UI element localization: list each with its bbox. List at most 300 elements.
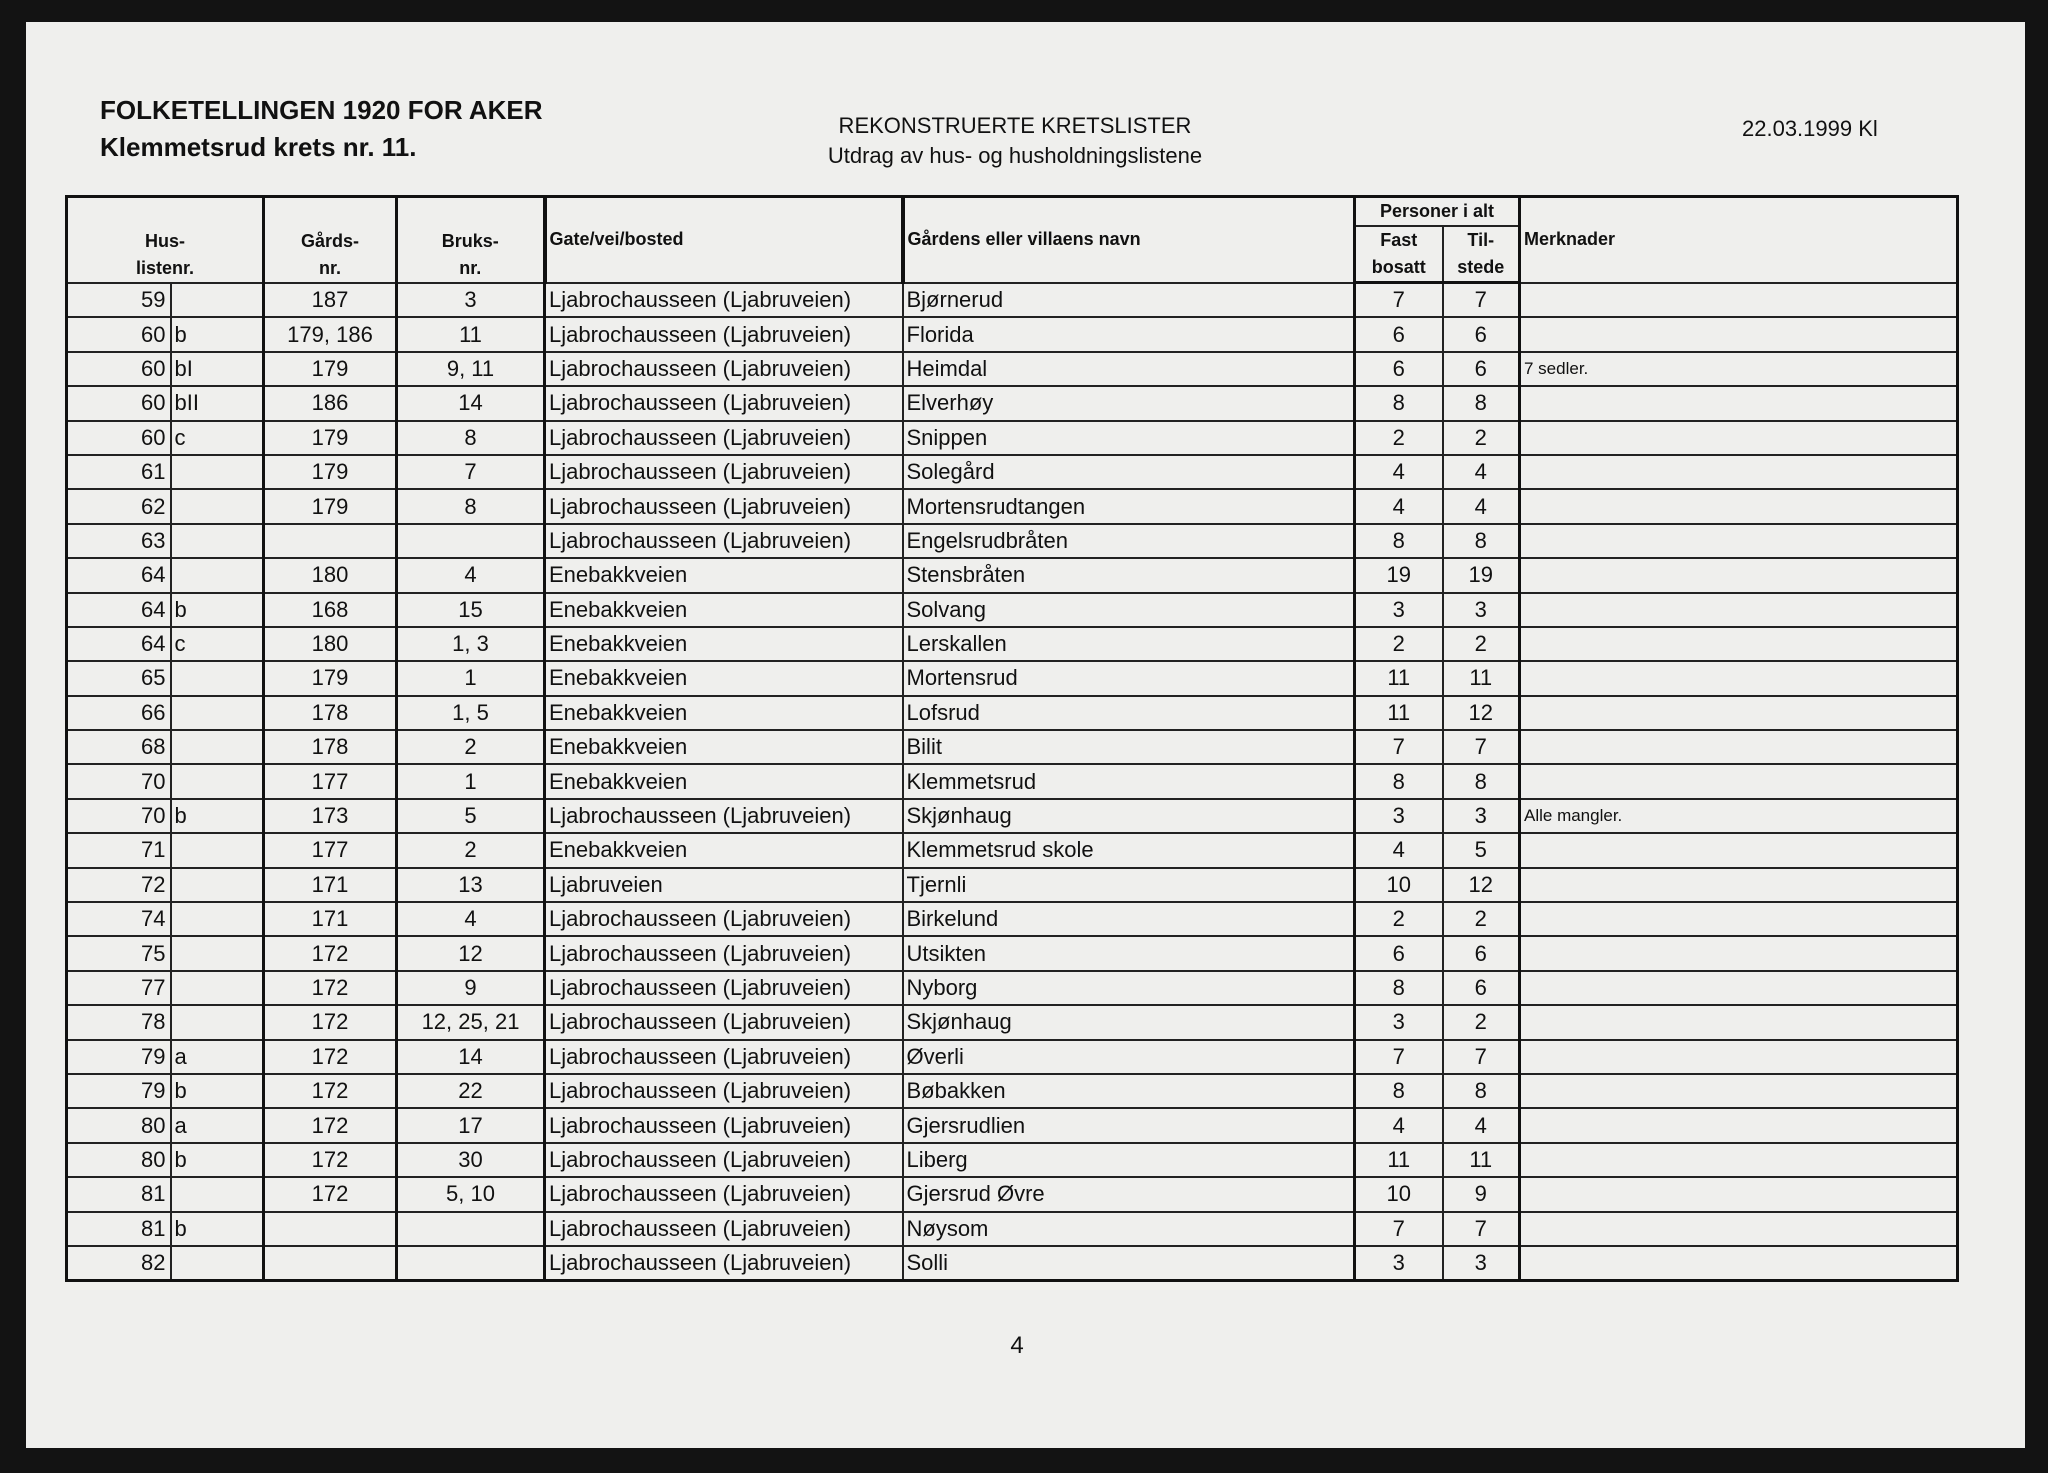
cell-tilstede: 8 [1443, 524, 1520, 558]
cell-huslistenr: 80 [67, 1108, 171, 1142]
cell-fast-bosatt: 11 [1355, 661, 1443, 695]
cell-bruks-nr [397, 1246, 545, 1281]
cell-suffix: b [171, 799, 264, 833]
cell-navn: Gjersrud Øvre [903, 1177, 1355, 1211]
cell-gate: Ljabrochausseen (Ljabruveien) [545, 1212, 903, 1246]
cell-suffix: b [171, 317, 264, 351]
cell-huslistenr: 65 [67, 661, 171, 695]
cell-suffix: c [171, 421, 264, 455]
cell-suffix [171, 489, 264, 523]
cell-tilstede: 2 [1443, 902, 1520, 936]
table-row [67, 627, 1958, 661]
cell-merknader [1520, 1177, 1958, 1211]
cell-gards-nr: 179 [264, 489, 397, 523]
cell-bruks-nr: 1, 3 [397, 627, 545, 661]
cell-navn: Nøysom [903, 1212, 1355, 1246]
cell-merknader [1520, 283, 1958, 318]
cell-fast-bosatt: 8 [1355, 971, 1443, 1005]
col-header-gate: Gate/vei/bosted [545, 197, 903, 283]
cell-fast-bosatt: 8 [1355, 764, 1443, 798]
cell-navn: Lofsrud [903, 696, 1355, 730]
cell-gards-nr: 172 [264, 1005, 397, 1039]
cell-suffix [171, 696, 264, 730]
table-row [67, 902, 1958, 936]
cell-navn: Bilit [903, 730, 1355, 764]
cell-bruks-nr: 15 [397, 593, 545, 627]
table-row [67, 1212, 1958, 1246]
cell-gards-nr: 172 [264, 1143, 397, 1177]
table-row [67, 1246, 1958, 1281]
cell-tilstede: 2 [1443, 627, 1520, 661]
cell-gards-nr: 179 [264, 661, 397, 695]
cell-navn: Bjørnerud [903, 283, 1355, 318]
cell-suffix: b [171, 1212, 264, 1246]
table-row [67, 455, 1958, 489]
cell-fast-bosatt: 8 [1355, 524, 1443, 558]
cell-navn: Elverhøy [903, 386, 1355, 420]
cell-huslistenr: 60 [67, 386, 171, 420]
cell-huslistenr: 62 [67, 489, 171, 523]
cell-merknader [1520, 1074, 1958, 1108]
cell-merknader [1520, 386, 1958, 420]
cell-merknader [1520, 833, 1958, 867]
cell-huslistenr: 81 [67, 1212, 171, 1246]
col-header-bruks-nr: Bruks- nr. [397, 197, 545, 283]
table-row [67, 661, 1958, 695]
cell-huslistenr: 60 [67, 317, 171, 351]
cell-bruks-nr: 11 [397, 317, 545, 351]
col-header-huslistenr: Hus- listenr. [67, 197, 264, 283]
cell-tilstede: 6 [1443, 317, 1520, 351]
cell-gate: Enebakkveien [545, 661, 903, 695]
cell-gards-nr: 178 [264, 730, 397, 764]
cell-merknader [1520, 971, 1958, 1005]
cell-navn: Liberg [903, 1143, 1355, 1177]
cell-navn: Solvang [903, 593, 1355, 627]
table-row [67, 1074, 1958, 1108]
table-row [67, 317, 1958, 351]
section-heading: REKONSTRUERTE KRETSLISTER [838, 113, 1192, 138]
cell-tilstede: 6 [1443, 936, 1520, 970]
table-row [67, 1040, 1958, 1074]
cell-merknader [1520, 627, 1958, 661]
cell-fast-bosatt: 10 [1355, 1177, 1443, 1211]
cell-merknader [1520, 1005, 1958, 1039]
cell-huslistenr: 74 [67, 902, 171, 936]
cell-bruks-nr: 13 [397, 868, 545, 902]
cell-huslistenr: 70 [67, 764, 171, 798]
cell-gate: Ljabrochausseen (Ljabruveien) [545, 421, 903, 455]
cell-navn: Skjønhaug [903, 799, 1355, 833]
cell-tilstede: 8 [1443, 386, 1520, 420]
table-row [67, 386, 1958, 420]
cell-merknader [1520, 455, 1958, 489]
cell-bruks-nr [397, 1212, 545, 1246]
cell-fast-bosatt: 4 [1355, 833, 1443, 867]
cell-tilstede: 11 [1443, 1143, 1520, 1177]
cell-navn: Engelsrudbråten [903, 524, 1355, 558]
cell-fast-bosatt: 7 [1355, 1212, 1443, 1246]
cell-huslistenr: 75 [67, 936, 171, 970]
cell-bruks-nr: 8 [397, 421, 545, 455]
cell-huslistenr: 78 [67, 1005, 171, 1039]
cell-merknader [1520, 1143, 1958, 1177]
table-row [67, 352, 1958, 386]
cell-suffix [171, 1246, 264, 1281]
cell-gards-nr: 173 [264, 799, 397, 833]
cell-merknader [1520, 902, 1958, 936]
cell-navn: Lerskallen [903, 627, 1355, 661]
cell-huslistenr: 63 [67, 524, 171, 558]
cell-huslistenr: 79 [67, 1040, 171, 1074]
cell-gards-nr: 187 [264, 283, 397, 318]
cell-gards-nr: 168 [264, 593, 397, 627]
cell-fast-bosatt: 8 [1355, 386, 1443, 420]
cell-bruks-nr: 2 [397, 833, 545, 867]
cell-bruks-nr: 8 [397, 489, 545, 523]
cell-merknader [1520, 936, 1958, 970]
cell-fast-bosatt: 6 [1355, 352, 1443, 386]
cell-fast-bosatt: 2 [1355, 627, 1443, 661]
cell-suffix [171, 1177, 264, 1211]
cell-suffix [171, 730, 264, 764]
table-row [67, 283, 1958, 318]
table-row [67, 1005, 1958, 1039]
col-header-fast-bosatt: Fast bosatt [1355, 226, 1443, 283]
cell-navn: Stensbråten [903, 558, 1355, 592]
cell-gate: Ljabrochausseen (Ljabruveien) [545, 386, 903, 420]
cell-tilstede: 4 [1443, 1108, 1520, 1142]
section-subheading: Utdrag av hus- og husholdningslistene [827, 143, 1203, 168]
cell-huslistenr: 64 [67, 627, 171, 661]
cell-gards-nr: 171 [264, 902, 397, 936]
cell-tilstede: 3 [1443, 593, 1520, 627]
cell-gate: Enebakkveien [545, 730, 903, 764]
cell-suffix [171, 1005, 264, 1039]
cell-huslistenr: 81 [67, 1177, 171, 1211]
cell-bruks-nr: 2 [397, 730, 545, 764]
cell-suffix [171, 833, 264, 867]
cell-gards-nr: 172 [264, 936, 397, 970]
page-number: 4 [1010, 1332, 1024, 1359]
cell-huslistenr: 77 [67, 971, 171, 1005]
cell-huslistenr: 68 [67, 730, 171, 764]
cell-huslistenr: 60 [67, 421, 171, 455]
cell-suffix: b [171, 593, 264, 627]
cell-gate: Ljabrochausseen (Ljabruveien) [545, 524, 903, 558]
cell-gate: Ljabruveien [545, 868, 903, 902]
cell-gards-nr: 172 [264, 1040, 397, 1074]
cell-navn: Snippen [903, 421, 1355, 455]
cell-tilstede: 6 [1443, 352, 1520, 386]
table-row [67, 593, 1958, 627]
cell-fast-bosatt: 8 [1355, 1074, 1443, 1108]
cell-suffix [171, 971, 264, 1005]
cell-gards-nr: 172 [264, 1177, 397, 1211]
cell-fast-bosatt: 10 [1355, 868, 1443, 902]
cell-suffix [171, 936, 264, 970]
cell-suffix: b [171, 1074, 264, 1108]
cell-suffix [171, 524, 264, 558]
cell-navn: Bøbakken [903, 1074, 1355, 1108]
col-header-merknader: Merknader [1520, 197, 1958, 283]
table-row [67, 799, 1958, 833]
cell-gards-nr: 186 [264, 386, 397, 420]
cell-fast-bosatt: 3 [1355, 1005, 1443, 1039]
cell-gards-nr [264, 1246, 397, 1281]
table-row [67, 730, 1958, 764]
table-row [67, 489, 1958, 523]
col-header-navn: Gårdens eller villaens navn [903, 197, 1355, 283]
cell-fast-bosatt: 6 [1355, 936, 1443, 970]
cell-tilstede: 19 [1443, 558, 1520, 592]
cell-gards-nr: 172 [264, 971, 397, 1005]
cell-tilstede: 9 [1443, 1177, 1520, 1211]
cell-suffix [171, 558, 264, 592]
census-table-body [67, 283, 1958, 1281]
cell-bruks-nr: 12 [397, 936, 545, 970]
cell-huslistenr: 61 [67, 455, 171, 489]
cell-gate: Ljabrochausseen (Ljabruveien) [545, 971, 903, 1005]
cell-tilstede: 2 [1443, 1005, 1520, 1039]
cell-gards-nr [264, 1212, 397, 1246]
cell-fast-bosatt: 11 [1355, 696, 1443, 730]
cell-fast-bosatt: 11 [1355, 1143, 1443, 1177]
cell-suffix [171, 455, 264, 489]
cell-gate: Ljabrochausseen (Ljabruveien) [545, 455, 903, 489]
cell-gate: Enebakkveien [545, 627, 903, 661]
cell-gards-nr: 177 [264, 764, 397, 798]
cell-bruks-nr: 14 [397, 386, 545, 420]
cell-tilstede: 7 [1443, 283, 1520, 318]
cell-suffix: bII [171, 386, 264, 420]
cell-suffix: b [171, 1143, 264, 1177]
cell-tilstede: 12 [1443, 696, 1520, 730]
cell-suffix: a [171, 1040, 264, 1074]
cell-tilstede: 7 [1443, 1212, 1520, 1246]
cell-merknader [1520, 730, 1958, 764]
cell-bruks-nr: 9, 11 [397, 352, 545, 386]
cell-navn: Gjersrudlien [903, 1108, 1355, 1142]
cell-gate: Ljabrochausseen (Ljabruveien) [545, 283, 903, 318]
cell-bruks-nr: 1 [397, 661, 545, 695]
cell-suffix [171, 764, 264, 798]
cell-gards-nr: 180 [264, 558, 397, 592]
cell-merknader [1520, 1108, 1958, 1142]
cell-gate: Ljabrochausseen (Ljabruveien) [545, 1040, 903, 1074]
cell-navn: Utsikten [903, 936, 1355, 970]
table-row [67, 1143, 1958, 1177]
table-row [67, 524, 1958, 558]
cell-tilstede: 12 [1443, 868, 1520, 902]
table-row [67, 696, 1958, 730]
cell-suffix [171, 283, 264, 318]
cell-fast-bosatt: 7 [1355, 283, 1443, 318]
table-row [67, 971, 1958, 1005]
cell-merknader [1520, 868, 1958, 902]
cell-huslistenr: 64 [67, 558, 171, 592]
cell-fast-bosatt: 19 [1355, 558, 1443, 592]
cell-fast-bosatt: 7 [1355, 1040, 1443, 1074]
cell-fast-bosatt: 6 [1355, 317, 1443, 351]
cell-tilstede: 4 [1443, 455, 1520, 489]
cell-huslistenr: 71 [67, 833, 171, 867]
cell-navn: Klemmetsrud skole [903, 833, 1355, 867]
cell-gards-nr: 180 [264, 627, 397, 661]
cell-gate: Enebakkveien [545, 696, 903, 730]
cell-fast-bosatt: 3 [1355, 799, 1443, 833]
cell-bruks-nr: 4 [397, 902, 545, 936]
cell-suffix [171, 868, 264, 902]
cell-navn: Øverli [903, 1040, 1355, 1074]
cell-merknader [1520, 524, 1958, 558]
table-row [67, 1108, 1958, 1142]
cell-gards-nr: 178 [264, 696, 397, 730]
cell-tilstede: 7 [1443, 730, 1520, 764]
cell-fast-bosatt: 2 [1355, 421, 1443, 455]
cell-gate: Ljabrochausseen (Ljabruveien) [545, 1143, 903, 1177]
cell-gards-nr: 171 [264, 868, 397, 902]
cell-suffix: c [171, 627, 264, 661]
cell-merknader [1520, 1040, 1958, 1074]
cell-bruks-nr: 4 [397, 558, 545, 592]
cell-bruks-nr: 22 [397, 1074, 545, 1108]
cell-navn: Klemmetsrud [903, 764, 1355, 798]
cell-gate: Ljabrochausseen (Ljabruveien) [545, 1005, 903, 1039]
cell-gate: Enebakkveien [545, 558, 903, 592]
cell-navn: Solli [903, 1246, 1355, 1281]
cell-tilstede: 6 [1443, 971, 1520, 1005]
col-header-gards-nr: Gårds- nr. [264, 197, 397, 283]
cell-gate: Ljabrochausseen (Ljabruveien) [545, 352, 903, 386]
cell-merknader [1520, 1212, 1958, 1246]
cell-merknader [1520, 558, 1958, 592]
cell-fast-bosatt: 4 [1355, 455, 1443, 489]
cell-gate: Ljabrochausseen (Ljabruveien) [545, 902, 903, 936]
cell-fast-bosatt: 4 [1355, 489, 1443, 523]
cell-huslistenr: 70 [67, 799, 171, 833]
cell-huslistenr: 72 [67, 868, 171, 902]
table-row [67, 936, 1958, 970]
cell-merknader [1520, 421, 1958, 455]
table-row [67, 421, 1958, 455]
cell-huslistenr: 60 [67, 352, 171, 386]
cell-navn: Solegård [903, 455, 1355, 489]
col-header-personer: Personer i alt [1355, 197, 1520, 227]
cell-suffix: a [171, 1108, 264, 1142]
cell-suffix [171, 902, 264, 936]
cell-bruks-nr: 9 [397, 971, 545, 1005]
cell-tilstede: 5 [1443, 833, 1520, 867]
cell-bruks-nr: 30 [397, 1143, 545, 1177]
cell-huslistenr: 64 [67, 593, 171, 627]
cell-tilstede: 8 [1443, 1074, 1520, 1108]
cell-bruks-nr: 17 [397, 1108, 545, 1142]
cell-bruks-nr: 5, 10 [397, 1177, 545, 1211]
cell-gards-nr: 172 [264, 1074, 397, 1108]
table-row [67, 558, 1958, 592]
cell-fast-bosatt: 3 [1355, 593, 1443, 627]
cell-gards-nr: 179 [264, 455, 397, 489]
table-row [67, 868, 1958, 902]
cell-gate: Ljabrochausseen (Ljabruveien) [545, 1246, 903, 1281]
cell-tilstede: 4 [1443, 489, 1520, 523]
document-title: FOLKETELLINGEN 1920 FOR AKER [100, 95, 543, 125]
cell-bruks-nr: 12, 25, 21 [397, 1005, 545, 1039]
cell-merknader: Alle mangler. [1520, 799, 1958, 833]
cell-gate: Enebakkveien [545, 833, 903, 867]
cell-navn: Nyborg [903, 971, 1355, 1005]
cell-tilstede: 3 [1443, 1246, 1520, 1281]
cell-gate: Ljabrochausseen (Ljabruveien) [545, 799, 903, 833]
cell-bruks-nr: 1, 5 [397, 696, 545, 730]
census-table [65, 195, 1959, 1282]
cell-fast-bosatt: 2 [1355, 902, 1443, 936]
cell-merknader [1520, 1246, 1958, 1281]
cell-navn: Heimdal [903, 352, 1355, 386]
cell-merknader [1520, 661, 1958, 695]
cell-tilstede: 7 [1443, 1040, 1520, 1074]
cell-navn: Skjønhaug [903, 1005, 1355, 1039]
cell-gards-nr: 172 [264, 1108, 397, 1142]
cell-gate: Ljabrochausseen (Ljabruveien) [545, 1108, 903, 1142]
cell-huslistenr: 79 [67, 1074, 171, 1108]
cell-tilstede: 11 [1443, 661, 1520, 695]
col-header-tilstede: Til- stede [1443, 226, 1520, 283]
cell-merknader [1520, 696, 1958, 730]
district-title: Klemmetsrud krets nr. 11. [100, 132, 417, 162]
print-date: 22.03.1999 Kl [1742, 116, 1878, 141]
cell-gate: Ljabrochausseen (Ljabruveien) [545, 936, 903, 970]
cell-navn: Florida [903, 317, 1355, 351]
cell-merknader [1520, 317, 1958, 351]
cell-fast-bosatt: 3 [1355, 1246, 1443, 1281]
cell-bruks-nr [397, 524, 545, 558]
cell-gate: Enebakkveien [545, 764, 903, 798]
cell-huslistenr: 66 [67, 696, 171, 730]
cell-gate: Enebakkveien [545, 593, 903, 627]
cell-merknader [1520, 489, 1958, 523]
cell-navn: Mortensrudtangen [903, 489, 1355, 523]
cell-gards-nr: 179, 186 [264, 317, 397, 351]
cell-navn: Birkelund [903, 902, 1355, 936]
cell-gards-nr [264, 524, 397, 558]
cell-gate: Ljabrochausseen (Ljabruveien) [545, 1074, 903, 1108]
cell-tilstede: 8 [1443, 764, 1520, 798]
cell-bruks-nr: 7 [397, 455, 545, 489]
cell-tilstede: 2 [1443, 421, 1520, 455]
cell-fast-bosatt: 7 [1355, 730, 1443, 764]
cell-gate: Ljabrochausseen (Ljabruveien) [545, 489, 903, 523]
table-row [67, 764, 1958, 798]
cell-bruks-nr: 1 [397, 764, 545, 798]
cell-huslistenr: 59 [67, 283, 171, 318]
cell-tilstede: 3 [1443, 799, 1520, 833]
cell-gards-nr: 179 [264, 352, 397, 386]
cell-bruks-nr: 3 [397, 283, 545, 318]
cell-fast-bosatt: 4 [1355, 1108, 1443, 1142]
cell-merknader [1520, 593, 1958, 627]
cell-gards-nr: 179 [264, 421, 397, 455]
header-row-top [67, 197, 1958, 227]
cell-bruks-nr: 14 [397, 1040, 545, 1074]
cell-gate: Ljabrochausseen (Ljabruveien) [545, 1177, 903, 1211]
cell-gards-nr: 177 [264, 833, 397, 867]
cell-suffix [171, 661, 264, 695]
cell-navn: Tjernli [903, 868, 1355, 902]
cell-merknader: 7 sedler. [1520, 352, 1958, 386]
cell-suffix: bI [171, 352, 264, 386]
